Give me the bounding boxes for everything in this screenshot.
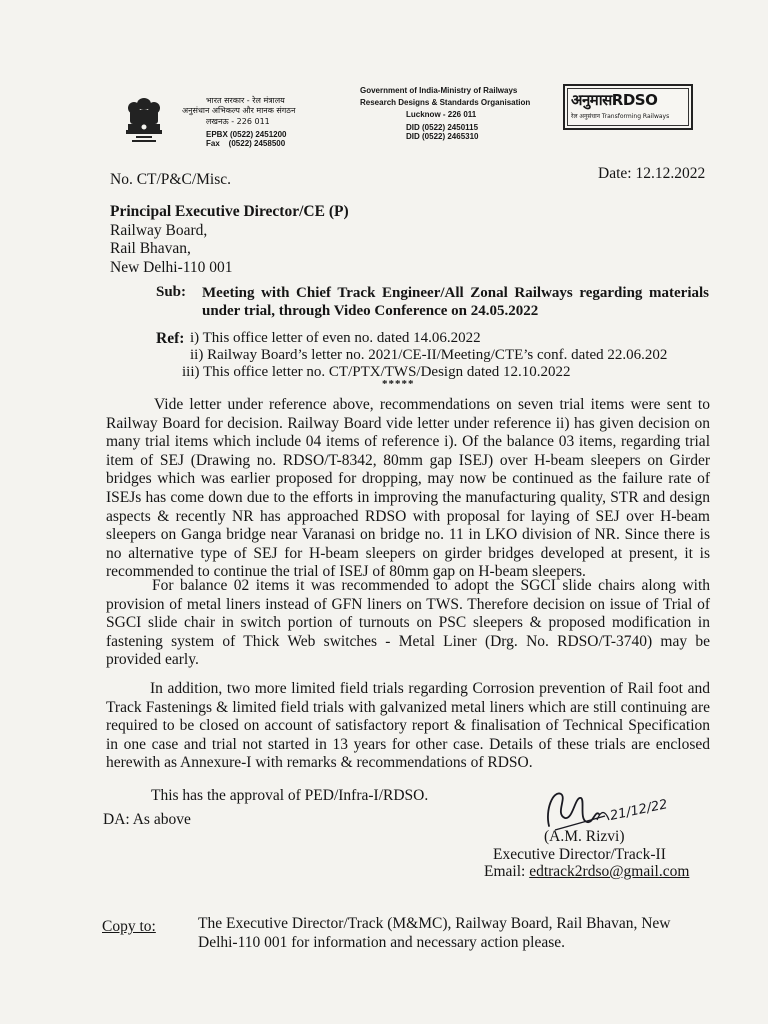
copy-to-line-1: The Executive Director/Track (M&MC), Railway Board, Rail Bhavan, New [198, 915, 671, 932]
paragraph-text: Vide letter under reference above, recommendations on seven trial items were sent to Railway Board for decision. Railway Board vide letter under reference ii) has given decision on many trial items which include 04 items of reference i). Of the balance 03 items, regarding trial item of SEJ (Drawing no. RDSO/T-8342, 80mm gap ISEJ) over H-beam sleepers on Girder bridges which was earlier proposed for dropping, may now be continued as the failure rate of ISEJs has come down due to the efforts in improving the manufacturing quality, STR and design aspects & recently NR has approached RDSO with proposal for laying of SEJ over H-beam sleepers on Ganga bridge near Varanasi on bridge no. 11 in LKO division of NR. Since there is no alternative type of SEJ for H-beam sleepers on girder bridges developed at present, it is recommended to continue the trial of ISEJ of 80mm gap on H-beam sleepers. [106, 396, 710, 581]
letterhead-hindi-line-2: अनुसंधान अभिकल्प और मानक संगठन [182, 106, 296, 115]
paragraph-text: In addition, two more limited field trials regarding Corrosion prevention of Rail foot and Track Fastenings & limited field trials with galvanized metal liners which are still continuing are required to be closed on account of satisfactory report & finalisation of Technical Specification in one case and trial not started in 13 years for other case. Details of these trials are enclosed herewith as Annexure-I with remarks & recommendations of RDSO. [106, 680, 710, 772]
body-paragraph-3 [106, 680, 710, 773]
reference-label: Ref: [156, 330, 185, 347]
reference-item-3: iii) This office letter no. CT/PTX/TWS/Design dated 12.10.2022 [182, 364, 571, 380]
email-link[interactable]: edtrack2rdso@gmail.com [529, 863, 690, 880]
addressee-line-2: Railway Board, [110, 221, 208, 239]
reference-item-2: ii) Railway Board’s letter no. 2021/CE-II/Meeting/CTE’s conf. dated 22.06.202 [190, 347, 668, 363]
rdso-logo [563, 84, 693, 130]
letterhead-did-1: DID (0522) 2450115 [406, 123, 479, 132]
signatory-designation: Executive Director/Track-II [493, 846, 666, 863]
subject-label: Sub: [156, 284, 187, 300]
paragraph-text: For balance 02 items it was recommended to adopt the SGCI slide chairs along with provision of metal liners instead of GFN liners on TWS. Therefore decision on issue of Trial of SGCI slide chair in switch portion of turnouts on PSC sleepers & proposed modification in fastening system of Thick Web switches - Metal Liner (Drg. No. RDSO/T-3740) may be provided early. [106, 577, 710, 669]
subject-text: Meeting with Chief Track Engineer/All Zonal Railways regarding materials under trial, through Video Conference on 24.05.2022 [202, 285, 709, 319]
signatory-name: (A.M. Rizvi) [544, 828, 625, 845]
signatory-email-line [484, 863, 689, 881]
copy-to-label: Copy to: [102, 918, 156, 935]
reference-separator: ***** [382, 378, 415, 390]
letterhead-organisation: Research Designs & Standards Organisation [360, 98, 531, 107]
addressee-block [110, 203, 349, 277]
addressee-title: Principal Executive Director/CE (P) [110, 203, 349, 220]
enclosure-note: DA: As above [103, 811, 191, 828]
copy-to-block [198, 914, 671, 952]
letterhead-hindi-line-3: लखनऊ - 226 011 [206, 117, 270, 126]
national-emblem-icon [122, 96, 166, 152]
letter-date: Date: 12.12.2022 [598, 165, 706, 182]
logo-tagline: रेल अनुसंधान Transforming Railways [571, 113, 670, 120]
letterhead-fax: Fax (0522) 2458500 [206, 139, 286, 148]
letterhead-did-2: DID (0522) 2465310 [406, 132, 479, 141]
letterhead-epbx: EPBX (0522) 2451200 [206, 130, 287, 139]
approval-note: This has the approval of PED/Infra-I/RDSO. [151, 787, 429, 804]
addressee-line-4: New Delhi-110 001 [110, 258, 233, 276]
body-paragraph-1 [106, 396, 710, 582]
addressee-line-3: Rail Bhavan, [110, 240, 191, 258]
body-paragraph-2 [106, 577, 710, 670]
email-label: Email: [484, 863, 526, 880]
logo-wordmark: अनुमासRDSO [571, 91, 658, 109]
letterhead-ministry: Government of India-Ministry of Railways [360, 86, 518, 95]
reference-item-1: i) This office letter of even no. dated 14.06.2022 [190, 330, 481, 346]
letterhead-hindi-line-1: भारत सरकार - रेल मंत्रालय [206, 96, 285, 105]
signature-date: 21/12/22 [608, 797, 669, 824]
letter-number: No. CT/P&C/Misc. [110, 171, 232, 188]
letterhead-city: Lucknow - 226 011 [406, 110, 477, 119]
copy-to-line-2: Delhi-110 001 for information and necessary action please. [198, 934, 565, 951]
